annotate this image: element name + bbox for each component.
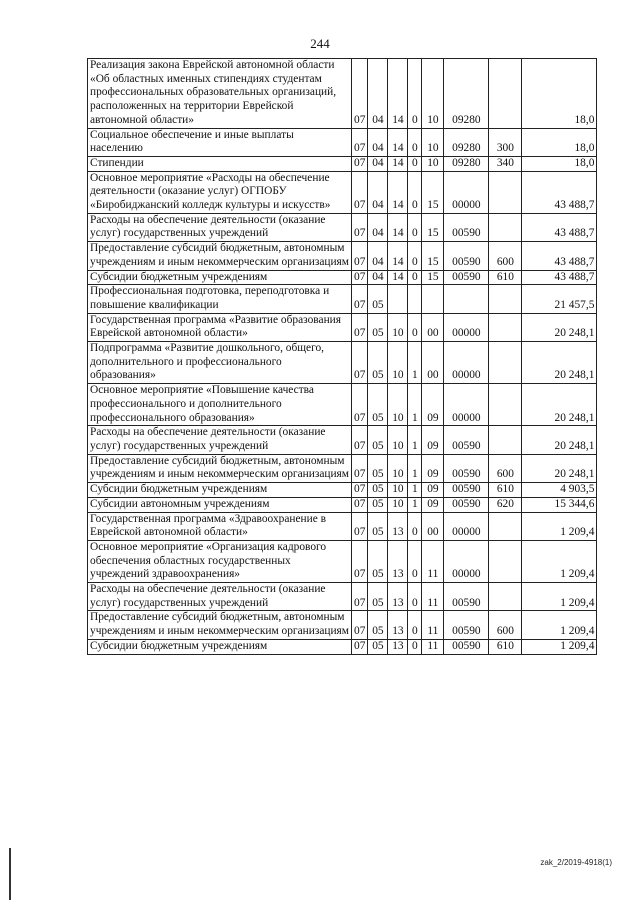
row-name-cell: Расходы на обеспечение деятельности (оказание услуг) государственных учреждений	[88, 213, 352, 241]
subprogram-code-cell: 1	[408, 426, 422, 454]
table-row	[88, 454, 597, 482]
expense-type-cell: 610	[489, 483, 522, 498]
amount-cell: 1 209,4	[522, 611, 597, 639]
subprogram-code-cell: 1	[408, 454, 422, 482]
table-row	[88, 342, 597, 384]
measure-code-cell: 00	[422, 512, 444, 540]
measure-code-cell: 00	[422, 342, 444, 384]
expense-type-cell	[489, 512, 522, 540]
subprogram-code-cell: 1	[408, 483, 422, 498]
subprogram-code-cell: 0	[408, 270, 422, 285]
table-row	[88, 497, 597, 512]
row-name-cell: Предоставление субсидий бюджетным, автономным учреждениям и иным некоммерческим организациям	[88, 611, 352, 639]
amount-cell: 21 457,5	[522, 285, 597, 313]
program-code-cell: 13	[388, 611, 408, 639]
row-name-cell: Стипендии	[88, 156, 352, 171]
section-code-cell: 07	[352, 171, 368, 213]
subsection-code-cell: 05	[368, 611, 388, 639]
measure-code-cell: 15	[422, 242, 444, 270]
section-code-cell: 07	[352, 497, 368, 512]
section-code-cell: 07	[352, 59, 368, 129]
expense-type-cell	[489, 285, 522, 313]
subprogram-code-cell: 0	[408, 583, 422, 611]
direction-code-cell: 00590	[444, 497, 489, 512]
expense-type-cell	[489, 171, 522, 213]
subsection-code-cell: 05	[368, 483, 388, 498]
measure-code-cell: 09	[422, 384, 444, 426]
row-name-cell: Субсидии бюджетным учреждениям	[88, 639, 352, 654]
program-code-cell: 10	[388, 313, 408, 341]
table-row	[88, 512, 597, 540]
budget-table	[87, 58, 597, 655]
measure-code-cell: 15	[422, 270, 444, 285]
expense-type-cell: 300	[489, 128, 522, 156]
expense-type-cell	[489, 313, 522, 341]
direction-code-cell: 00590	[444, 483, 489, 498]
section-code-cell: 07	[352, 583, 368, 611]
amount-cell: 1 209,4	[522, 540, 597, 582]
page-number: 244	[310, 36, 330, 51]
table-row	[88, 285, 597, 313]
section-code-cell: 07	[352, 639, 368, 654]
program-code-cell: 14	[388, 213, 408, 241]
program-code-cell: 13	[388, 583, 408, 611]
amount-cell: 1 209,4	[522, 583, 597, 611]
section-code-cell: 07	[352, 483, 368, 498]
expense-type-cell	[489, 384, 522, 426]
program-code-cell: 14	[388, 242, 408, 270]
amount-cell: 20 248,1	[522, 384, 597, 426]
table-row	[88, 59, 597, 129]
subprogram-code-cell: 0	[408, 213, 422, 241]
expense-type-cell: 600	[489, 454, 522, 482]
measure-code-cell	[422, 285, 444, 313]
direction-code-cell: 00590	[444, 270, 489, 285]
table-row	[88, 270, 597, 285]
subprogram-code-cell: 1	[408, 342, 422, 384]
measure-code-cell: 15	[422, 171, 444, 213]
section-code-cell: 07	[352, 313, 368, 341]
subprogram-code-cell: 0	[408, 128, 422, 156]
section-code-cell: 07	[352, 156, 368, 171]
program-code-cell: 14	[388, 156, 408, 171]
section-code-cell: 07	[352, 454, 368, 482]
subsection-code-cell: 05	[368, 512, 388, 540]
amount-cell: 43 488,7	[522, 242, 597, 270]
direction-code-cell: 00590	[444, 639, 489, 654]
measure-code-cell: 11	[422, 639, 444, 654]
subsection-code-cell: 05	[368, 426, 388, 454]
measure-code-cell: 10	[422, 59, 444, 129]
table-row	[88, 639, 597, 654]
section-code-cell: 07	[352, 213, 368, 241]
subsection-code-cell: 04	[368, 128, 388, 156]
direction-code-cell	[444, 285, 489, 313]
table-row	[88, 242, 597, 270]
program-code-cell: 10	[388, 483, 408, 498]
program-code-cell: 10	[388, 454, 408, 482]
subsection-code-cell: 05	[368, 285, 388, 313]
measure-code-cell: 11	[422, 611, 444, 639]
measure-code-cell: 09	[422, 426, 444, 454]
row-name-cell: Субсидии автономным учреждениям	[88, 497, 352, 512]
measure-code-cell: 10	[422, 128, 444, 156]
row-name-cell: Профессиональная подготовка, переподготовка и повышение квалификации	[88, 285, 352, 313]
subprogram-code-cell: 0	[408, 512, 422, 540]
measure-code-cell: 15	[422, 213, 444, 241]
subprogram-code-cell: 0	[408, 156, 422, 171]
direction-code-cell: 09280	[444, 128, 489, 156]
budget-table-body	[88, 59, 597, 655]
subsection-code-cell: 05	[368, 384, 388, 426]
amount-cell: 20 248,1	[522, 454, 597, 482]
expense-type-cell: 600	[489, 242, 522, 270]
amount-cell: 43 488,7	[522, 213, 597, 241]
table-row	[88, 426, 597, 454]
program-code-cell	[388, 285, 408, 313]
program-code-cell: 14	[388, 128, 408, 156]
section-code-cell: 07	[352, 342, 368, 384]
direction-code-cell: 00590	[444, 426, 489, 454]
expense-type-cell: 610	[489, 639, 522, 654]
program-code-cell: 10	[388, 342, 408, 384]
section-code-cell: 07	[352, 540, 368, 582]
section-code-cell: 07	[352, 285, 368, 313]
expense-type-cell	[489, 59, 522, 129]
amount-cell: 20 248,1	[522, 426, 597, 454]
direction-code-cell: 00000	[444, 171, 489, 213]
subsection-code-cell: 05	[368, 342, 388, 384]
row-name-cell: Предоставление субсидий бюджетным, автономным учреждениям и иным некоммерческим организациям	[88, 454, 352, 482]
subprogram-code-cell: 1	[408, 384, 422, 426]
section-code-cell: 07	[352, 611, 368, 639]
program-code-cell: 14	[388, 171, 408, 213]
row-name-cell: Расходы на обеспечение деятельности (оказание услуг) государственных учреждений	[88, 583, 352, 611]
amount-cell: 20 248,1	[522, 342, 597, 384]
table-row	[88, 313, 597, 341]
subprogram-code-cell	[408, 285, 422, 313]
amount-cell: 15 344,6	[522, 497, 597, 512]
section-code-cell: 07	[352, 242, 368, 270]
subsection-code-cell: 05	[368, 639, 388, 654]
amount-cell: 1 209,4	[522, 639, 597, 654]
section-code-cell: 07	[352, 426, 368, 454]
expense-type-cell	[489, 583, 522, 611]
expense-type-cell: 610	[489, 270, 522, 285]
program-code-cell: 13	[388, 540, 408, 582]
subprogram-code-cell: 0	[408, 171, 422, 213]
row-name-cell: Социальное обеспечение и иные выплаты населению	[88, 128, 352, 156]
subprogram-code-cell: 0	[408, 639, 422, 654]
program-code-cell: 14	[388, 270, 408, 285]
amount-cell: 18,0	[522, 156, 597, 171]
direction-code-cell: 00000	[444, 540, 489, 582]
table-row	[88, 128, 597, 156]
measure-code-cell: 10	[422, 156, 444, 171]
subsection-code-cell: 04	[368, 213, 388, 241]
row-name-cell: Субсидии бюджетным учреждениям	[88, 483, 352, 498]
subsection-code-cell: 05	[368, 454, 388, 482]
measure-code-cell: 11	[422, 583, 444, 611]
program-code-cell: 14	[388, 59, 408, 129]
amount-cell: 18,0	[522, 128, 597, 156]
amount-cell: 43 488,7	[522, 171, 597, 213]
program-code-cell: 13	[388, 639, 408, 654]
direction-code-cell: 00590	[444, 213, 489, 241]
table-row	[88, 611, 597, 639]
subsection-code-cell: 04	[368, 156, 388, 171]
table-row	[88, 540, 597, 582]
table-row	[88, 171, 597, 213]
measure-code-cell: 11	[422, 540, 444, 582]
direction-code-cell: 00590	[444, 454, 489, 482]
table-row	[88, 213, 597, 241]
direction-code-cell: 00000	[444, 384, 489, 426]
row-name-cell: Государственная программа «Здравоохранение в Еврейской автономной области»	[88, 512, 352, 540]
footer-code: zak_2/2019-4918(1)	[540, 858, 612, 867]
subsection-code-cell: 05	[368, 497, 388, 512]
expense-type-cell	[489, 213, 522, 241]
expense-type-cell: 600	[489, 611, 522, 639]
direction-code-cell: 09280	[444, 59, 489, 129]
table-row	[88, 156, 597, 171]
direction-code-cell: 00000	[444, 313, 489, 341]
row-name-cell: Реализация закона Еврейской автономной области «Об областных именных стипендиях студентам профессиональных образовательных организаций, расположенных на территории Еврейской автономной области»	[88, 59, 352, 129]
row-name-cell: Государственная программа «Развитие образования Еврейской автономной области»	[88, 313, 352, 341]
subprogram-code-cell: 0	[408, 313, 422, 341]
row-name-cell: Субсидии бюджетным учреждениям	[88, 270, 352, 285]
amount-cell: 1 209,4	[522, 512, 597, 540]
table-row	[88, 583, 597, 611]
measure-code-cell: 09	[422, 497, 444, 512]
measure-code-cell: 09	[422, 454, 444, 482]
expense-type-cell: 340	[489, 156, 522, 171]
subsection-code-cell: 05	[368, 540, 388, 582]
subsection-code-cell: 05	[368, 313, 388, 341]
amount-cell: 4 903,5	[522, 483, 597, 498]
row-name-cell: Предоставление субсидий бюджетным, автономным учреждениям и иным некоммерческим организациям	[88, 242, 352, 270]
subprogram-code-cell: 0	[408, 611, 422, 639]
measure-code-cell: 09	[422, 483, 444, 498]
expense-type-cell	[489, 342, 522, 384]
direction-code-cell: 00000	[444, 512, 489, 540]
table-row	[88, 483, 597, 498]
amount-cell: 43 488,7	[522, 270, 597, 285]
section-code-cell: 07	[352, 128, 368, 156]
section-code-cell: 07	[352, 270, 368, 285]
program-code-cell: 10	[388, 426, 408, 454]
subsection-code-cell: 04	[368, 171, 388, 213]
program-code-cell: 10	[388, 384, 408, 426]
expense-type-cell	[489, 426, 522, 454]
expense-type-cell	[489, 540, 522, 582]
table-row	[88, 384, 597, 426]
direction-code-cell: 00590	[444, 611, 489, 639]
row-name-cell: Подпрограмма «Развитие дошкольного, общего, дополнительного и профессионального образования»	[88, 342, 352, 384]
scan-edge-line	[9, 848, 11, 900]
amount-cell: 18,0	[522, 59, 597, 129]
subsection-code-cell: 05	[368, 583, 388, 611]
subprogram-code-cell: 1	[408, 497, 422, 512]
direction-code-cell: 00590	[444, 583, 489, 611]
direction-code-cell: 00000	[444, 342, 489, 384]
subprogram-code-cell: 0	[408, 242, 422, 270]
section-code-cell: 07	[352, 384, 368, 426]
direction-code-cell: 09280	[444, 156, 489, 171]
row-name-cell: Расходы на обеспечение деятельности (оказание услуг) государственных учреждений	[88, 426, 352, 454]
program-code-cell: 10	[388, 497, 408, 512]
row-name-cell: Основное мероприятие «Организация кадрового обеспечения областных государственных учреждений здравоохранения»	[88, 540, 352, 582]
program-code-cell: 13	[388, 512, 408, 540]
direction-code-cell: 00590	[444, 242, 489, 270]
subsection-code-cell: 04	[368, 270, 388, 285]
row-name-cell: Основное мероприятие «Расходы на обеспечение деятельности (оказание услуг) ОГПОБУ «Биробиджанский колледж культуры и искусств»	[88, 171, 352, 213]
section-code-cell: 07	[352, 512, 368, 540]
subprogram-code-cell: 0	[408, 540, 422, 582]
expense-type-cell: 620	[489, 497, 522, 512]
amount-cell: 20 248,1	[522, 313, 597, 341]
measure-code-cell: 00	[422, 313, 444, 341]
subsection-code-cell: 04	[368, 59, 388, 129]
row-name-cell: Основное мероприятие «Повышение качества профессионального и дополнительного профессионального образования»	[88, 384, 352, 426]
subsection-code-cell: 04	[368, 242, 388, 270]
subprogram-code-cell: 0	[408, 59, 422, 129]
